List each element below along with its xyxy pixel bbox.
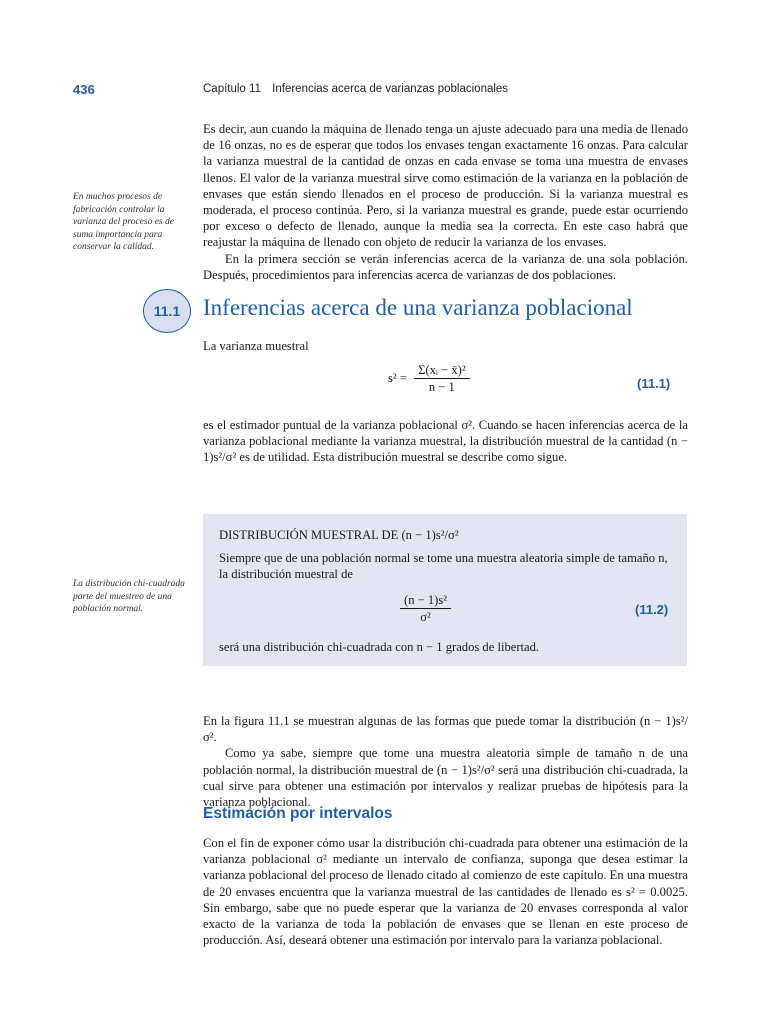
equation-11-1-denominator: n − 1 [428,380,455,394]
equation-11-1-lhs: s² = [388,371,407,385]
equation-11-1 [388,362,470,395]
chapter-label: Capítulo 11 [203,83,261,95]
after-box-text [203,713,688,810]
definition-box [203,514,687,666]
section-title: Inferencias acerca de una varianza poblacional [203,295,633,320]
equation-11-2-numerator: (n − 1)s² [400,592,451,609]
after-eq1-paragraph: es el estimador puntual de la varianza poblacional σ². Cuando se hacen inferencias acerca de la varianza poblacional mediante la varianza muestral, la distribución muestral de la cantidad (n − 1)s²/σ² es de utilidad. Esta distribución muestral se describe como sigue. [203,418,688,465]
eq1-lead: La varianza muestral [203,339,309,353]
subsection-title: Estimación por intervalos [203,805,393,822]
section-number-badge: 11.1 [143,289,191,333]
definition-box-title: DISTRIBUCIÓN MUESTRAL DE (n − 1)s²/σ² [219,528,459,542]
running-header [203,83,508,95]
page-number: 436 [73,82,95,97]
margin-note-chi-square: La distribución chi-cuadrada parte del muestreo de una población normal. [73,579,185,614]
definition-box-text-2: será una distribución chi-cuadrada con n − 1 grados de libertad. [219,640,540,654]
intro-paragraph-2: En la primera sección se verán inferencias acerca de la varianza de una sola población. Después, procedimientos para inferencias acerca de varianzas de dos poblaciones. [203,251,688,282]
equation-11-2-label: (11.2) [635,602,669,617]
equation-11-1-numerator: Σ(xᵢ − x̄)² [414,362,470,379]
equation-11-2-denominator: σ² [420,610,431,624]
equation-11-1-fraction [414,362,470,395]
chapter-title: Inferencias acerca de varianzas poblacionales [272,83,509,95]
definition-box-text-1: Siempre que de una población normal se tome una muestra aleatoria simple de tamaño n, la distribución muestral de [219,551,668,582]
equation-11-1-label: (11.1) [637,376,671,391]
after-box-paragraph-2: Como ya sabe, siempre que tome una muestra aleatoria simple de tamaño n de una población normal, la distribución muestral de (n − 1)s²/σ² será una distribución chi-cuadrada, la cual sirve para obtener una estimación por intervalos y realizar pruebas de hipótesis para la varianza poblacional. [203,746,688,810]
equation-11-2 [400,592,451,625]
after-box-paragraph-1: En la figura 11.1 se muestran algunas de las formas que puede tomar la distribución (n − 1)s²/σ². [203,714,688,745]
equation-11-2-fraction [400,592,451,625]
margin-note-quality: En muchos procesos de fabricación controlar la varianza del proceso es de suma importancia para conservar la calidad. [73,192,174,252]
subsection-paragraph: Con el fin de exponer cómo usar la distribución chi-cuadrada para obtener una estimación de la varianza poblacional σ² mediante un intervalo de confianza, suponga que desea estimar la varianza poblacional del proceso de llenado citado al comienzo de este capítulo. En una muestra de 20 envases encuentra que la varianza muestral de las cantidades de llenado es s² = 0.0025. Sin embargo, sabe que no puede esperar que la varianza de 20 envases corresponda al valor exacto de la varianza de toda la población de envases que se llenan en este proceso de producción. Así, deseará obtener una estimación por intervalo para la varianza poblacional. [203,836,689,948]
intro-text [203,121,688,283]
intro-paragraph-1: Es decir, aun cuando la máquina de llenado tenga un ajuste adecuado para una media de llenado de 16 onzas, no es de esperar que todos los envases tengan exactamente 16 onzas. Para calcular la varianza muestral de la cantidad de onzas en cada envase se toma una muestra de envases llenos. El valor de la varianza muestral sirve como estimación de la varianza en la población de envases que están siendo llenados en el proceso de producción. Si la varianza muestral es moderada, el proceso continúa. Pero, si la varianza muestral es grande, puede estar ocurriendo por exceso o defecto de llenado, aunque la media sea la correcta. En este caso habrá que reajustar la máquina de llenado con objeto de reducir la varianza de los envases. [203,122,688,250]
